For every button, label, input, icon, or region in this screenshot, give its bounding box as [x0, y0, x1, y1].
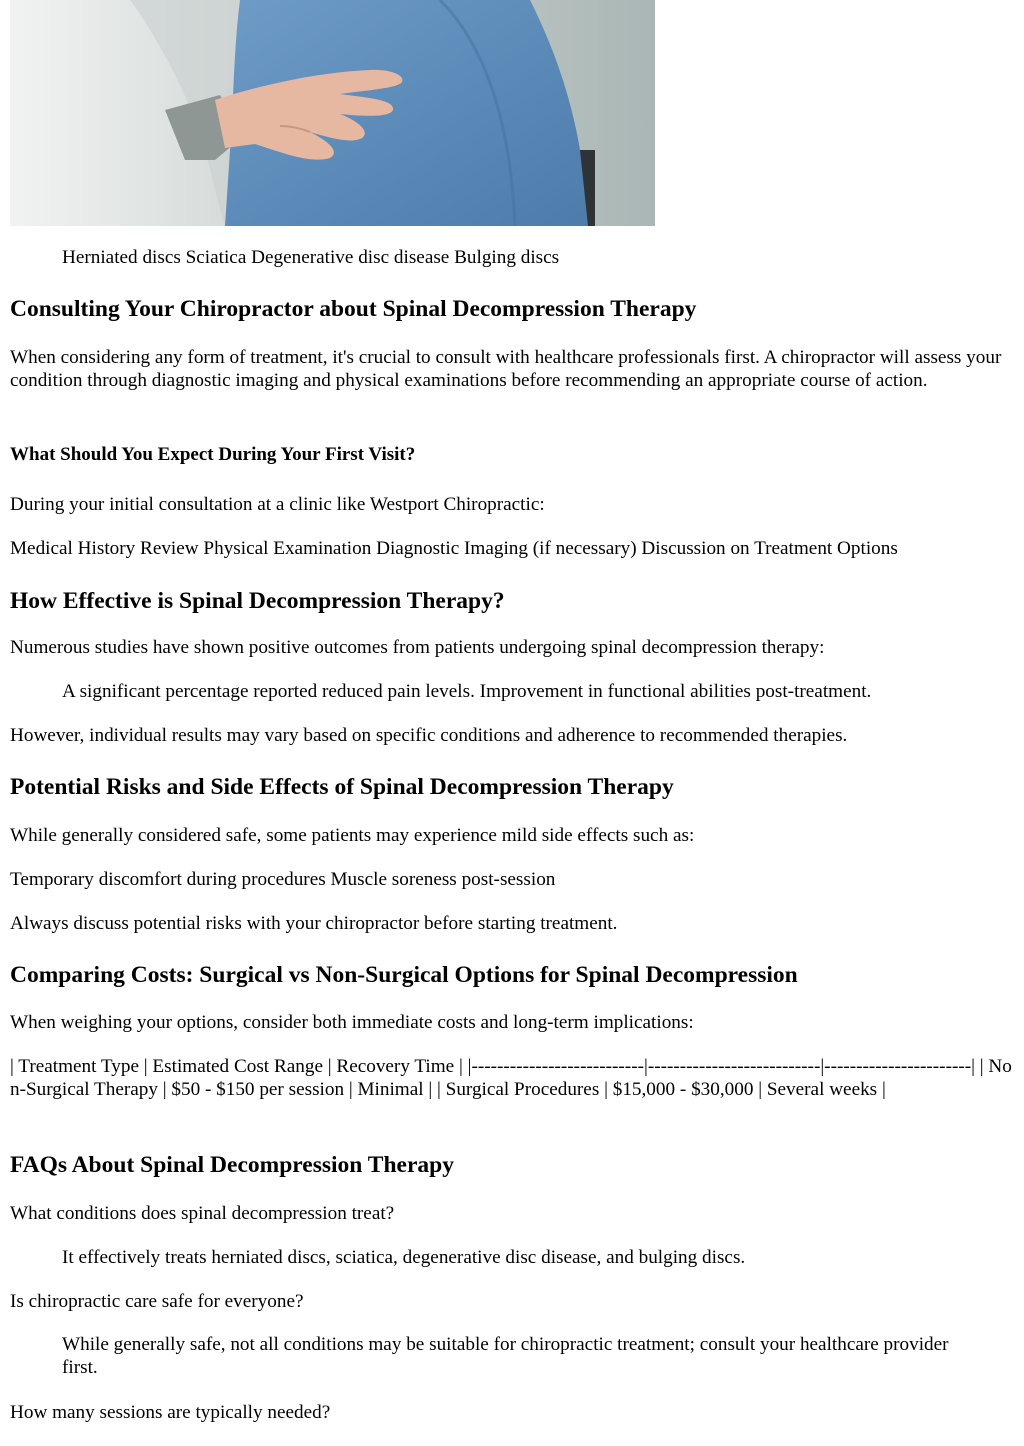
heading-effectiveness: How Effective is Spinal Decompression Therapy?	[10, 588, 505, 614]
heading-faqs: FAQs About Spinal Decompression Therapy	[10, 1152, 454, 1178]
hero-image	[10, 0, 655, 226]
faq-question: What conditions does spinal decompression treat?	[10, 1203, 395, 1224]
heading-costs: Comparing Costs: Surgical vs Non-Surgical Options for Spinal Decompression	[10, 962, 798, 988]
costs-intro: When weighing your options, consider both immediate costs and long-term implications:	[10, 1012, 694, 1033]
costs-table-text: | Treatment Type | Estimated Cost Range | Recovery Time | |---------------------------|---------------------------|-----------------------| | Non-Surgical Therapy | $50 - $150 per session | Minimal | | Surgical Procedures | $15,000 - $30,000 | Several weeks |	[10, 1056, 1012, 1101]
risks-note: Always discuss potential risks with your chiropractor before starting treatment.	[10, 913, 618, 934]
faq-question: Is chiropractic care safe for everyone?	[10, 1291, 304, 1312]
risks-effects: Temporary discomfort during procedures Muscle soreness post-session	[10, 869, 556, 890]
conditions-list: Herniated discs Sciatica Degenerative disc disease Bulging discs	[62, 247, 560, 268]
heading-consulting: Consulting Your Chiropractor about Spinal Decompression Therapy	[10, 296, 697, 322]
faq-answer: While generally safe, not all conditions may be suitable for chiropractic treatment; consult your healthcare provider first.	[62, 1334, 949, 1379]
subheading-first-visit: What Should You Expect During Your First Visit?	[10, 444, 416, 465]
faq-answer: It effectively treats herniated discs, sciatica, degenerative disc disease, and bulging discs.	[62, 1247, 746, 1268]
consulting-paragraph: When considering any form of treatment, it's crucial to consult with healthcare professionals first. A chiropractor will assess your condition through diagnostic imaging and physical examinations before recommending an appropriate course of action.	[10, 347, 1002, 392]
chiropractor-photo-icon	[10, 0, 655, 226]
effectiveness-intro: Numerous studies have shown positive outcomes from patients undergoing spinal decompression therapy:	[10, 637, 825, 658]
first-visit-intro: During your initial consultation at a clinic like Westport Chiropractic:	[10, 494, 545, 515]
effectiveness-note: However, individual results may vary based on specific conditions and adherence to recommended therapies.	[10, 725, 848, 746]
heading-risks: Potential Risks and Side Effects of Spinal Decompression Therapy	[10, 774, 674, 800]
risks-intro: While generally considered safe, some patients may experience mild side effects such as:	[10, 825, 695, 846]
first-visit-steps: Medical History Review Physical Examination Diagnostic Imaging (if necessary) Discussion on Treatment Options	[10, 538, 898, 559]
faq-question: How many sessions are typically needed?	[10, 1402, 331, 1423]
effectiveness-results: A significant percentage reported reduced pain levels. Improvement in functional abilities post-treatment.	[62, 681, 872, 702]
